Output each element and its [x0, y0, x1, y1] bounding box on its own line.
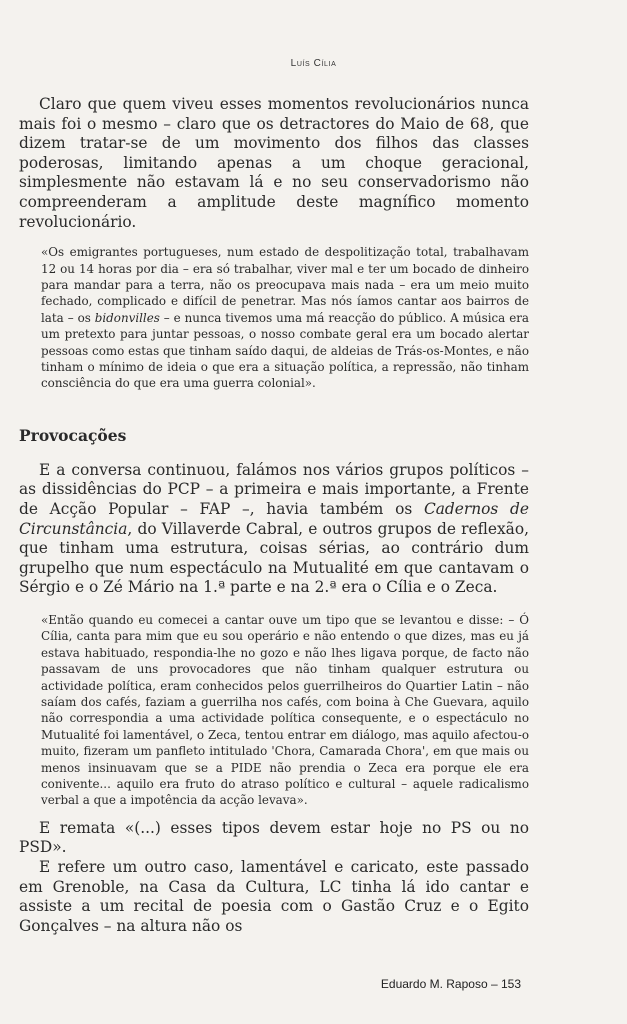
page-body	[19, 95, 529, 936]
quote-emigrants-italic: bidonvilles	[94, 310, 160, 325]
quote-emigrants	[41, 244, 529, 392]
quote-provocation-text: «Então quando eu comecei a cantar ouve um tipo que se levantou e disse: – Ó Cília, canta para mim que eu sou operário e não entendo o que dizes, mas eu já estava habituado, respondia-lhe no gozo e não lhes ligava porque, de facto não passavam de uns provocadores que não tinham qualquer estrutura ou actividade política, eram conhecidos pelos guerrilheiros do Quartier Latin – não saíam dos cafés, faziam a guerrilha nos cafés, com boina à Che Guevara, aquilo não correspondia a uma actividade política consequente, e o espectáculo no Mutualité foi lamentável, o Zeca, tentou entrar em diálogo, mas aquilo afectou-o muito, fizeram um panfleto intitulado 'Chora, Camarada Chora', em que mais ou menos insinuavam que se a PIDE não prendia o Zeca era porque ele era conivente... aquilo era fruto do atraso político e cultural – aquele radicalismo verbal a que a impotência da acção levava».	[41, 612, 529, 808]
paragraph-3: E remata «(...) esses tipos devem estar hoje no PS ou no PSD».	[19, 818, 529, 857]
section-heading: Provocações	[19, 425, 127, 445]
running-head-text: Luís Cília	[290, 58, 337, 69]
footer-author: Eduardo M. Raposo	[380, 977, 488, 991]
page-number: 153	[500, 977, 521, 991]
quote-emigrants-part-2: – e nunca tivemos uma má reacção do público. A música era um pretexto para juntar pessoas, o nosso combate geral era um bocado alertar pessoas como estas que tinham saído daqui, de aldeias de Trás-os-Montes, e não tinham o mínimo de ideia o que era a situação política, a repressão, não tinham consciência do que era uma guerra colonial».	[41, 310, 530, 391]
paragraph-4: E refere um outro caso, lamentável e caricato, este passado em Grenoble, na Casa da Cultura, LC tinha lá ido cantar e assiste a um recital de poesia com o Gastão Cruz e o Egito Gonçalves – na altura não os	[19, 858, 529, 935]
quote-emigrants-text	[41, 244, 529, 392]
quote-emigrants-part-1: «Os emigrantes portugueses, num estado de despolitização total, trabalhavam 12 ou 14 horas por dia – era só trabalhar, viver mal e ter um bocado de dinheiro para mandar para a terra, não os preocupava mais nada – era um meio muito fechado, complicado e difícil de penetrar. Mas nós íamos cantar aos bairros de lata – os	[41, 245, 529, 325]
running-head	[0, 58, 627, 69]
paragraph-2-part-2: , do Villaverde Cabral, e outros grupos de reflexão, que tinham uma estrutura, coisas sérias, ao contrário dum grupelho que num espectáculo na Mutualité em que cantavam o Sérgio e o Zé Mário na 1.ª parte e na 2.ª era o Cília e o Zeca.	[19, 519, 529, 597]
quote-provocation	[41, 612, 529, 809]
paragraph-2-italic: Cadernos de Circunstância	[19, 500, 529, 538]
paragraph-2	[19, 461, 529, 598]
page-footer	[381, 977, 521, 991]
paragraph-2-part-1: E a conversa continuou, falámos nos vários grupos políticos – as dissidências do PCP – a primeira e mais importante, a Frente de Acção Popular – FAP –, havia também os	[19, 460, 529, 518]
paragraph-1: Claro que quem viveu esses momentos revolucionários nunca mais foi o mesmo – claro que os detractores do Maio de 68, que dizem tratar-se de um movimento dos filhos das classes poderosas, limitando apenas a um choque geracional, simplesmente não estavam lá e no seu conservadorismo não compreenderam a amplitude deste magnífico momento revolucionário.	[19, 95, 529, 231]
footer-separator: –	[487, 977, 501, 991]
